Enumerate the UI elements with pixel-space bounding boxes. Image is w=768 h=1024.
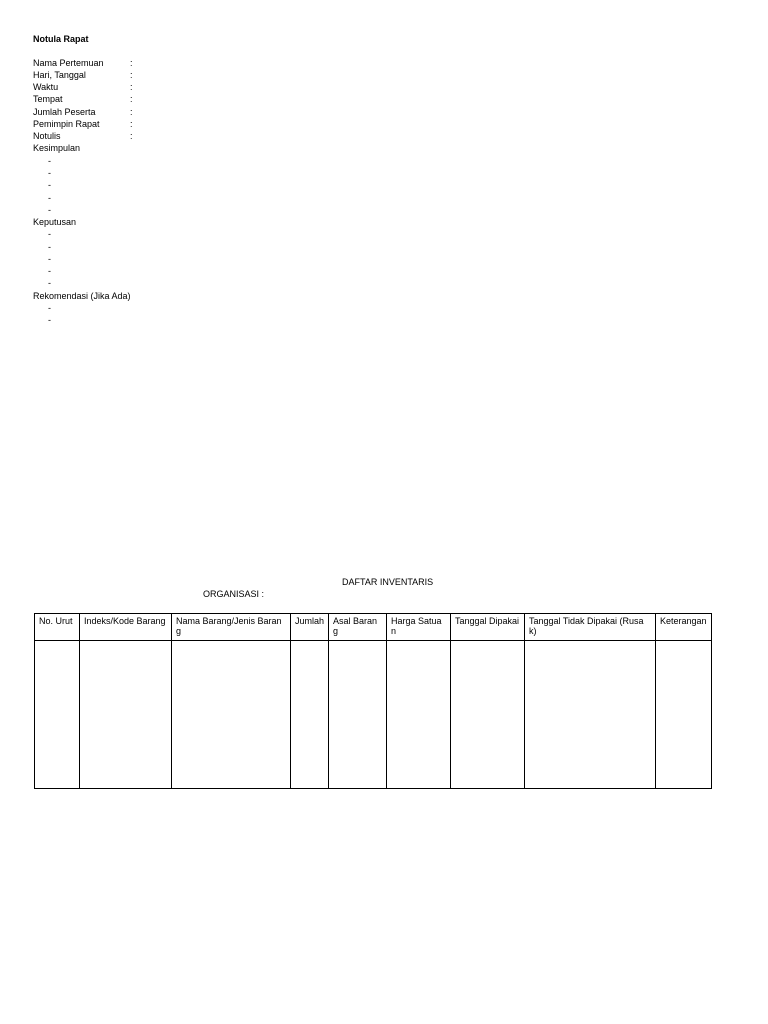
field-colon: : — [130, 131, 133, 141]
list-item: - — [48, 193, 51, 203]
list-item: - — [48, 205, 51, 215]
table-cell[interactable] — [329, 641, 387, 789]
list-item: - — [48, 156, 51, 166]
field-label: Jumlah Peserta — [33, 107, 96, 117]
table-cell[interactable] — [656, 641, 712, 789]
list-item: - — [48, 242, 51, 252]
inventory-title: DAFTAR INVENTARIS — [342, 577, 434, 587]
section-label-rekomendasi: Rekomendasi (Jika Ada) — [33, 291, 131, 301]
column-header-kode-barang: Indeks/Kode Barang — [80, 614, 172, 641]
table-header-row — [35, 614, 712, 641]
table-cell[interactable] — [525, 641, 656, 789]
field-colon: : — [130, 58, 133, 68]
table-cell[interactable] — [387, 641, 451, 789]
organization-label: ORGANISASI : — [203, 589, 265, 599]
table-row — [35, 641, 712, 789]
list-item: - — [48, 315, 51, 325]
list-item: - — [48, 180, 51, 190]
list-item: - — [48, 254, 51, 264]
field-label: Waktu — [33, 82, 59, 92]
column-header-asal-barang: Asal Barang — [329, 614, 387, 641]
table-cell[interactable] — [451, 641, 525, 789]
list-item: - — [48, 266, 51, 276]
minutes-title: Notula Rapat — [33, 34, 89, 44]
column-header-nama-barang: Nama Barang/Jenis Barang — [172, 614, 291, 641]
field-colon: : — [130, 94, 133, 104]
column-header-jumlah: Jumlah — [291, 614, 329, 641]
field-label: Notulis — [33, 131, 61, 141]
column-header-no-urut: No. Urut — [35, 614, 80, 641]
column-header-harga-satuan: Harga Satuan — [387, 614, 451, 641]
table-cell[interactable] — [80, 641, 172, 789]
field-label: Tempat — [33, 94, 63, 104]
section-label-kesimpulan: Kesimpulan — [33, 143, 81, 153]
table-cell[interactable] — [35, 641, 80, 789]
column-header-tanggal-dipakai: Tanggal Dipakai — [451, 614, 525, 641]
field-label: Hari, Tanggal — [33, 70, 86, 80]
field-colon: : — [130, 82, 133, 92]
field-label: Nama Pertemuan — [33, 58, 104, 68]
column-header-tanggal-rusak: Tanggal Tidak Dipakai (Rusak) — [525, 614, 656, 641]
field-label: Pemimpin Rapat — [33, 119, 100, 129]
table-cell[interactable] — [172, 641, 291, 789]
list-item: - — [48, 168, 51, 178]
list-item: - — [48, 278, 51, 288]
field-colon: : — [130, 119, 133, 129]
inventory-table — [34, 613, 712, 789]
list-item: - — [48, 303, 51, 313]
field-colon: : — [130, 107, 133, 117]
column-header-keterangan: Keterangan — [656, 614, 712, 641]
section-label-keputusan: Keputusan — [33, 217, 77, 227]
field-colon: : — [130, 70, 133, 80]
table-cell[interactable] — [291, 641, 329, 789]
list-item: - — [48, 229, 51, 239]
